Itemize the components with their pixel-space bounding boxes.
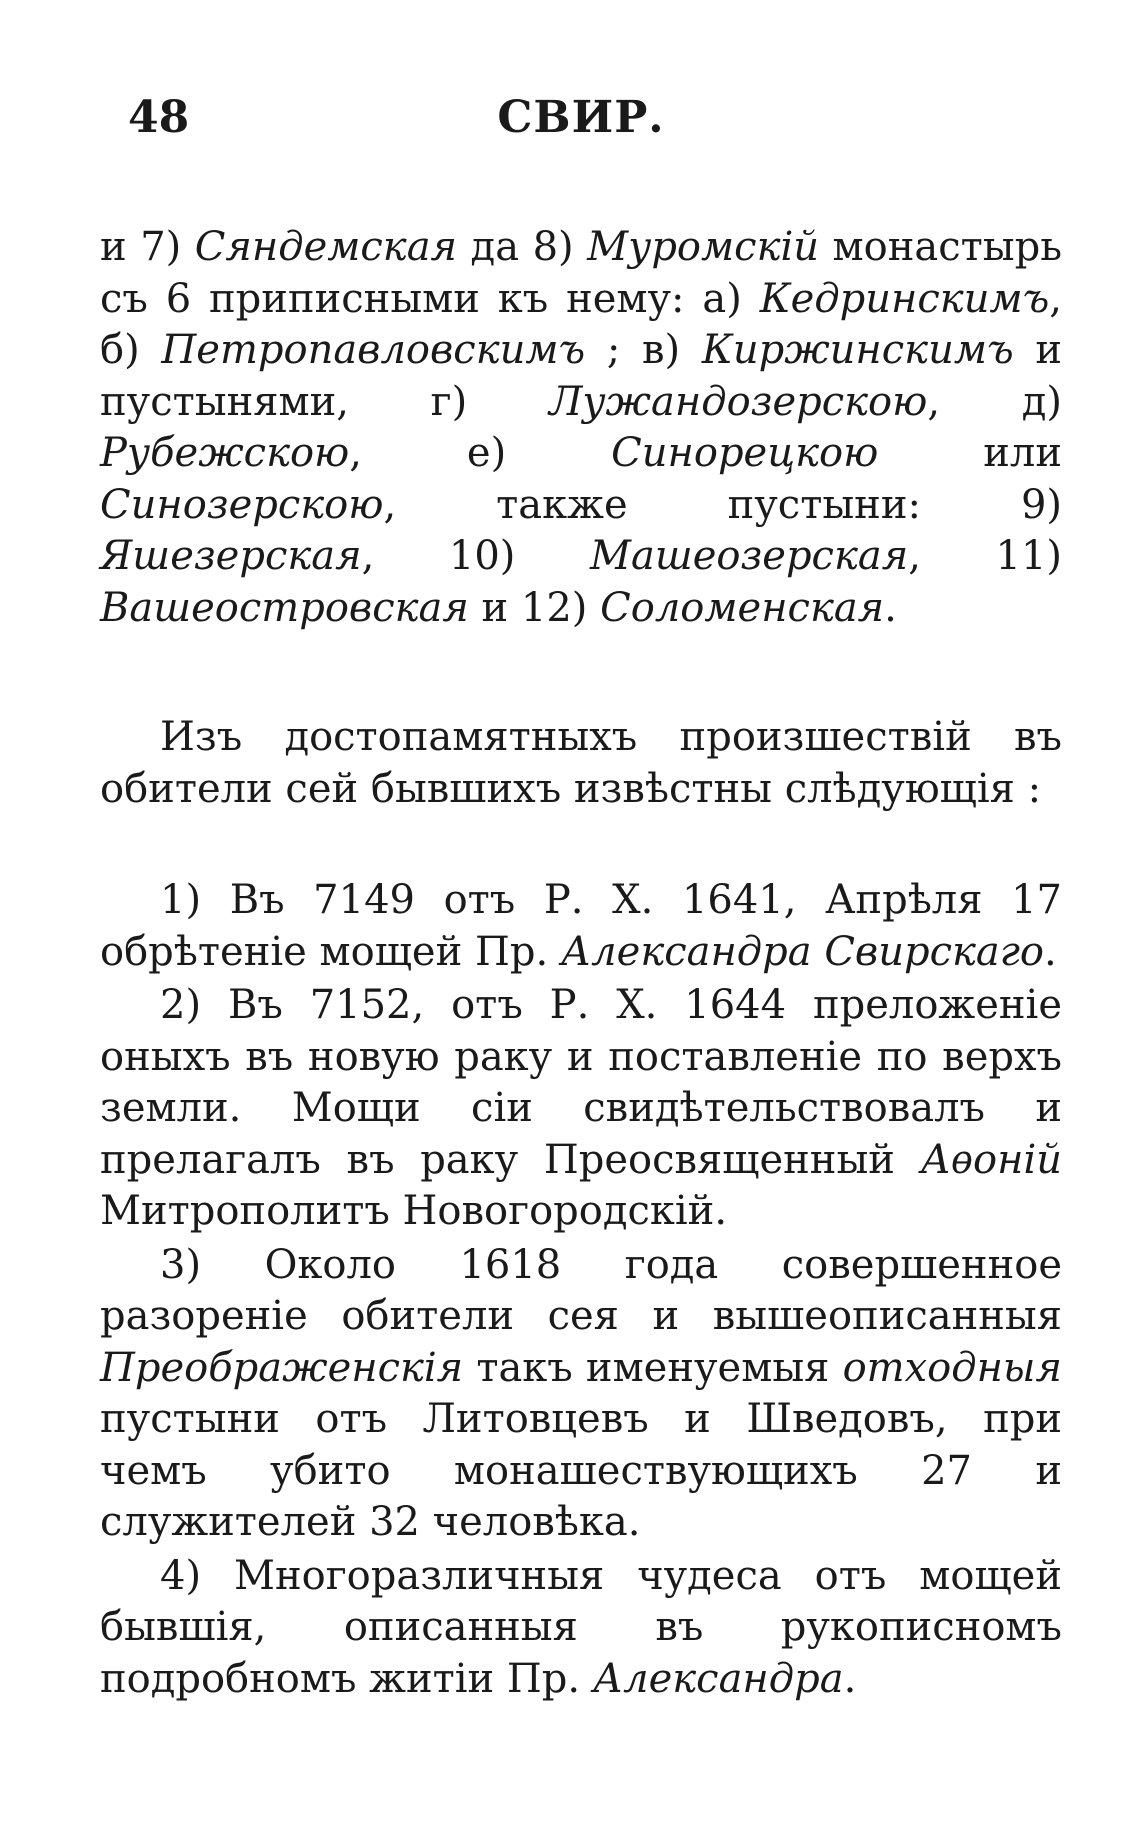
italic-name: Муромскій	[587, 224, 820, 270]
text-run: .	[1044, 928, 1057, 975]
text-run: да 8)	[457, 224, 588, 270]
italic-name: Вашеостровская	[100, 584, 469, 631]
text-run: Митрополитъ Новогородскій.	[100, 1188, 728, 1234]
italic-name: Рубежскою	[100, 430, 350, 476]
italic-name: отходныя	[842, 1344, 1062, 1391]
paragraph-events-intro	[100, 712, 1062, 815]
text-run: .	[843, 1655, 857, 1702]
italic-name: Машеозерская	[590, 533, 909, 579]
text-run: монастырь съ 6 приписными къ нему: а)	[100, 224, 1062, 322]
paragraph-event-3	[100, 1240, 1062, 1549]
text-run: 3) Около 1618 года совершенное разореніе обители сея и вышеописанныя	[100, 1241, 1062, 1339]
paragraph-event-2	[100, 980, 1062, 1238]
paragraph-monasteries	[100, 222, 1062, 634]
italic-name: Киржинскимъ	[701, 327, 1014, 373]
italic-name: Александра	[592, 1655, 844, 1702]
text-run: 2) Въ 7152, отъ Р. Х. 1644 преложеніе оныхъ въ новую раку и поставленіе по верхъ земли. Мощи сіи свидѣтельствовалъ и прелагалъ въ раку Преосвященный	[100, 982, 1062, 1183]
italic-name: Петропавловскимъ	[161, 327, 586, 373]
italic-name: Преображенскія	[100, 1344, 464, 1391]
italic-name: Аѳоній	[920, 1136, 1062, 1183]
italic-name: Соломенская	[600, 584, 885, 631]
italic-name: Лужандозерскою	[548, 378, 928, 425]
text-run: пустыни отъ Литовцевъ и Шведовъ, при чемъ убито монашествующихъ 27 и служителей 32 человѣка.	[100, 1396, 1062, 1545]
text-run: , д)	[927, 378, 1063, 425]
text-run: , б)	[100, 275, 1062, 373]
italic-name: Яшезерская	[100, 533, 362, 579]
italic-name: Кедринскимъ	[759, 275, 1050, 322]
page-header	[100, 92, 1062, 154]
paragraph-event-1	[100, 875, 1062, 978]
text-run: , е)	[349, 430, 612, 476]
text-run: 4) Многоразличныя чудеса отъ мощей бывшія, описанныя въ рукописномъ подробномъ житіи Пр.	[100, 1552, 1062, 1702]
text-run: , также пустыни: 9)	[383, 481, 1062, 528]
text-run: Изъ достопамятныхъ произшествій въ обители сей бывшихъ извѣстны слѣдующія :	[100, 714, 1062, 812]
italic-name: Александра Свирскаго	[560, 928, 1045, 975]
paragraph-event-4	[100, 1551, 1062, 1706]
text-run: , 11)	[908, 533, 1063, 579]
text-run: и пустынями, г)	[100, 327, 1063, 425]
text-run: и 7)	[100, 224, 195, 270]
italic-name: Синорецкою	[611, 430, 879, 476]
text-run: такъ именуемыя	[463, 1344, 843, 1391]
text-run: 1) Въ 7149 отъ Р. Х. 1641, Апрѣля 17 обрѣтеніе мощей Пр.	[100, 877, 1062, 975]
italic-name: Сяндемская	[194, 224, 458, 270]
text-run: , 10)	[361, 533, 591, 579]
running-head: СВИР.	[497, 92, 665, 143]
text-run: и 12)	[468, 584, 601, 631]
text-run: ; в)	[585, 327, 702, 373]
text-run: .	[884, 584, 897, 631]
text-run: или	[878, 430, 1063, 476]
italic-name: Синозерскою	[100, 481, 384, 528]
page-number: 48	[128, 92, 190, 143]
